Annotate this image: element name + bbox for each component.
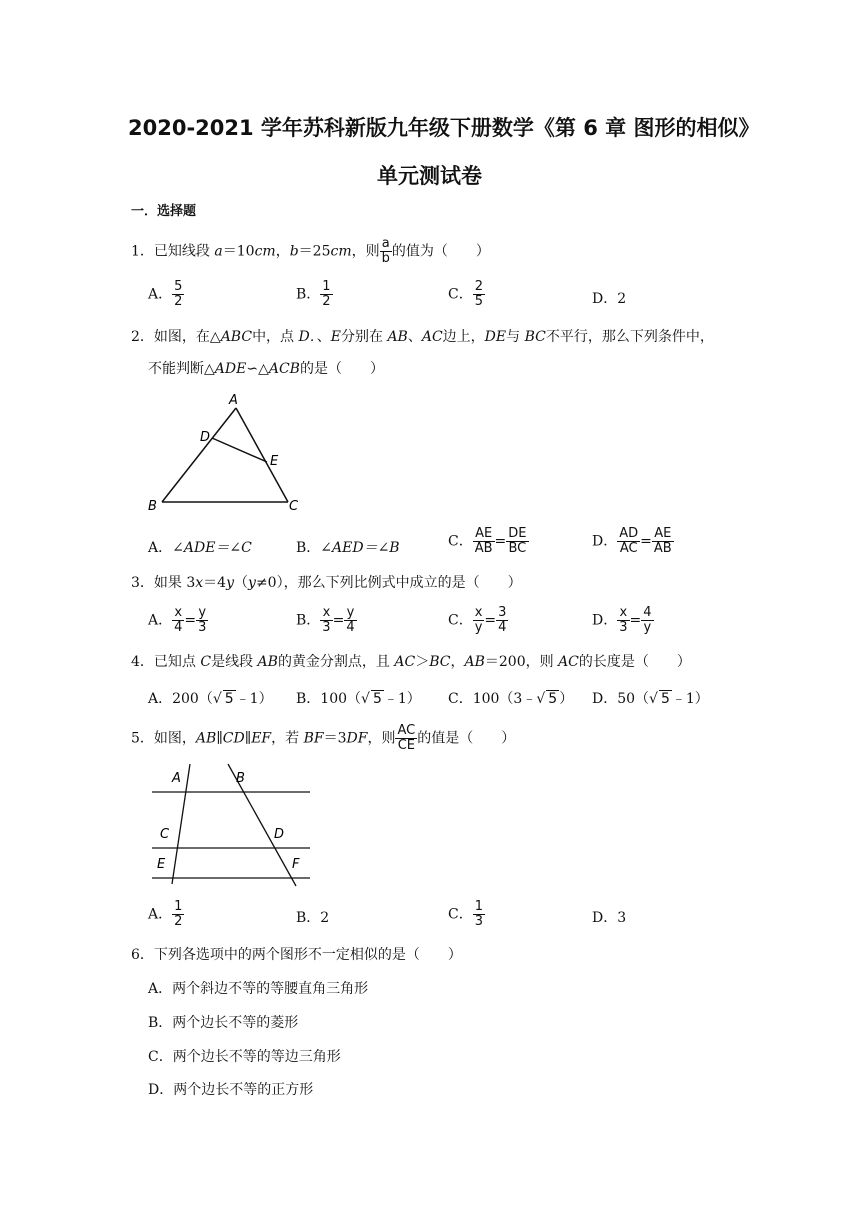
numerator: y xyxy=(196,606,208,621)
option-label: C． xyxy=(448,533,473,550)
numerator: 1 xyxy=(322,279,331,294)
fraction xyxy=(172,280,184,309)
q3-option-a xyxy=(148,606,208,635)
math-var: AB xyxy=(257,654,278,670)
q2-option-a xyxy=(148,537,252,557)
denominator: BC xyxy=(508,541,527,556)
point-label-f: F xyxy=(292,857,300,872)
q4-option-b xyxy=(296,688,421,708)
option-label: B． xyxy=(296,286,321,303)
question-1 xyxy=(131,237,490,266)
var-a: a xyxy=(214,243,223,260)
option-text: C．100（3﹣ xyxy=(448,691,537,707)
var-b: b xyxy=(289,243,299,260)
denominator: 3 xyxy=(322,620,331,635)
q5-option-c xyxy=(448,900,485,929)
q5-text: ＝3 xyxy=(323,730,347,747)
denominator: 2 xyxy=(322,294,331,309)
q1-text: ＝10 xyxy=(222,243,255,260)
equals-sign: = xyxy=(640,533,652,550)
q4-text: ＝200，则 xyxy=(484,654,559,670)
fraction xyxy=(473,527,495,556)
fraction xyxy=(652,527,674,556)
fraction xyxy=(506,527,528,556)
equals-sign: = xyxy=(332,612,345,629)
q1-text: 的值为（ ） xyxy=(391,243,490,260)
numerator: AE xyxy=(473,527,495,542)
question-5 xyxy=(131,724,515,753)
point-label-c: C xyxy=(160,827,170,842)
numerator: AC xyxy=(397,723,416,738)
math-var: BC xyxy=(524,329,546,345)
option-text: A．200（ xyxy=(148,691,213,707)
q2-text: 2．如图，在△ xyxy=(131,329,221,345)
equals-sign: = xyxy=(629,612,642,629)
var-y: y xyxy=(226,575,235,591)
denominator: 3 xyxy=(198,620,207,635)
q6-option-d: D．两个边长不等的正方形 xyxy=(148,1082,314,1098)
q4-text: 4．已知点 xyxy=(131,654,201,670)
radical-icon: √ xyxy=(361,691,370,707)
denominator: 2 xyxy=(174,914,183,929)
option-text: ∠ADE＝∠C xyxy=(172,540,252,556)
denominator: y xyxy=(474,620,483,635)
math-var: CD xyxy=(222,730,245,747)
q4-text: ， xyxy=(450,654,465,670)
q1-text: ，则 xyxy=(351,243,380,260)
q6-option-a: A．两个斜边不等的等腰直角三角形 xyxy=(148,981,369,997)
option-text: ﹣1） xyxy=(383,691,421,707)
math-var: AB xyxy=(195,730,217,747)
q5-option-d: D．3 xyxy=(592,910,627,926)
denominator: AB xyxy=(474,541,493,556)
q6-option-b: B．两个边长不等的菱形 xyxy=(148,1015,299,1031)
numerator: 5 xyxy=(174,279,183,294)
math-var: BC xyxy=(429,654,451,670)
equals-sign: = xyxy=(494,533,507,550)
fraction xyxy=(473,606,485,635)
option-label: A． xyxy=(148,906,173,923)
option-label: C． xyxy=(448,612,473,629)
q2-text: 的是（ ） xyxy=(299,361,384,377)
math-var: EF xyxy=(251,730,272,747)
page-subtitle: 单元测试卷 xyxy=(377,164,482,188)
denominator: 4 xyxy=(346,620,355,635)
q1-text: ＝25 xyxy=(298,243,331,260)
fraction xyxy=(196,606,208,635)
q2-text: 、 xyxy=(316,329,331,345)
option-label: D． xyxy=(592,612,618,629)
q4-option-a xyxy=(148,688,273,708)
q5-text: ，则 xyxy=(367,730,396,747)
math-var: E xyxy=(330,329,341,345)
numerator: 1 xyxy=(174,899,183,914)
q2-text: 、 xyxy=(407,329,422,345)
q1-option-d: D．2 xyxy=(592,291,627,307)
fraction xyxy=(380,237,392,266)
math-var: AB xyxy=(464,654,485,670)
radicand: 5 xyxy=(224,691,234,707)
point-label-c: C xyxy=(289,499,299,514)
side-ac xyxy=(236,408,288,502)
equals-sign: = xyxy=(484,612,497,629)
denominator: 5 xyxy=(474,294,483,309)
option-label: D． xyxy=(592,533,618,550)
q4-option-c xyxy=(448,688,573,708)
q3-option-b xyxy=(296,606,357,635)
point-label-d: D xyxy=(274,827,285,842)
denominator: AC xyxy=(619,541,638,556)
fraction xyxy=(172,606,184,635)
math-var: ACB xyxy=(268,361,300,377)
numerator: AE xyxy=(652,527,674,542)
denominator: AB xyxy=(653,541,672,556)
var-x: x xyxy=(195,575,204,591)
option-text: ﹣1） xyxy=(235,691,273,707)
math-var: D． xyxy=(298,329,317,345)
q1-option-b xyxy=(296,280,333,309)
parallel-symbol: ∥ xyxy=(216,730,223,747)
section-heading: 一．选择题 xyxy=(131,204,197,219)
q6-option-c: C．两个边长不等的等边三角形 xyxy=(148,1049,341,1065)
radicand: 5 xyxy=(660,691,670,707)
q4-text: 的黄金分割点，且 xyxy=(277,654,395,670)
q3-option-d xyxy=(592,606,654,635)
fraction xyxy=(641,606,653,635)
math-var: ADE xyxy=(214,361,247,377)
math-var: ABC xyxy=(220,329,253,345)
q2-option-b xyxy=(296,537,400,557)
numerator: a xyxy=(380,237,392,252)
math-var: DE xyxy=(484,329,507,345)
question-2-line-2 xyxy=(148,359,384,379)
numerator: y xyxy=(344,606,356,621)
denominator: y xyxy=(643,620,652,635)
option-text: D．50（ xyxy=(592,691,650,707)
parallel-symbol: ∥ xyxy=(244,730,252,747)
radicand: 5 xyxy=(372,691,382,707)
question-number: 1． xyxy=(131,243,154,260)
denominator: 4 xyxy=(498,620,507,635)
q4-text: 是线段 xyxy=(211,654,258,670)
q1-text: 已知线段 xyxy=(153,243,215,260)
option-text: B．100（ xyxy=(296,691,362,707)
point-label-d: D xyxy=(200,430,211,445)
question-3 xyxy=(131,573,522,593)
option-label: C． xyxy=(448,906,473,923)
denominator: CE xyxy=(397,738,415,753)
numerator: 1 xyxy=(474,899,483,914)
denominator: b xyxy=(381,251,390,266)
option-label: A． xyxy=(148,286,173,303)
math-var: BF xyxy=(303,730,324,747)
fraction xyxy=(172,900,184,929)
math-var: AC xyxy=(558,654,579,670)
question-4 xyxy=(131,652,691,672)
option-label: B． xyxy=(296,612,321,629)
denominator: 4 xyxy=(174,620,183,635)
fraction xyxy=(395,724,417,753)
q5-text: 5．如图， xyxy=(131,730,196,747)
q4-text: 的长度是（ ） xyxy=(578,654,691,670)
q2-text: 分别在 xyxy=(340,329,388,345)
q5-option-a xyxy=(148,900,184,929)
point-label-b: B xyxy=(148,499,157,514)
unit-cm: cm xyxy=(330,243,352,260)
q2-text: ∽△ xyxy=(246,361,269,377)
var-y: y xyxy=(248,575,256,591)
fraction xyxy=(344,606,356,635)
option-label: C． xyxy=(448,286,473,303)
option-label: B． xyxy=(296,540,321,556)
q2-option-c xyxy=(448,527,529,556)
unit-cm: cm xyxy=(254,243,276,260)
option-label: A． xyxy=(148,612,173,629)
option-text: ∠AED＝∠B xyxy=(320,540,400,556)
denominator: 3 xyxy=(474,914,483,929)
triangle-figure xyxy=(140,390,310,515)
question-6: 6．下列各选项中的两个图形不一定相似的是（ ） xyxy=(131,947,462,963)
page-title: 2020-2021 学年苏科新版九年级下册数学《第 6 章 图形的相似》 xyxy=(128,116,760,140)
denominator: 2 xyxy=(174,294,183,309)
radical-icon: √ xyxy=(212,691,222,707)
radical-icon: √ xyxy=(649,691,658,707)
q4-option-d xyxy=(592,688,709,708)
numerator: 3 xyxy=(498,605,507,620)
fraction xyxy=(617,527,640,556)
side-ab xyxy=(162,408,236,502)
radicand: 5 xyxy=(548,691,558,707)
numerator: 2 xyxy=(474,279,483,294)
question-2-line-1 xyxy=(131,327,714,347)
option-text: ） xyxy=(559,691,574,707)
option-text: ﹣1） xyxy=(671,691,709,707)
parallel-lines-figure xyxy=(150,760,312,888)
numerator: x xyxy=(474,605,483,620)
point-label-a: A xyxy=(172,771,181,786)
q1-option-c xyxy=(448,280,485,309)
denominator: 3 xyxy=(619,620,628,635)
q2-text: 与 xyxy=(506,329,525,345)
numerator: x xyxy=(617,606,629,621)
q3-text: 3．如果 3 xyxy=(131,575,196,591)
q2-text: 不平行，那么下列条件中， xyxy=(545,329,714,345)
radical-icon: √ xyxy=(536,691,546,707)
math-var: AC xyxy=(421,329,443,345)
point-label-e: E xyxy=(270,454,279,469)
fraction xyxy=(496,606,508,635)
option-label: A． xyxy=(148,540,173,556)
point-label-e: E xyxy=(157,857,166,872)
fraction xyxy=(473,900,485,929)
point-label-a: A xyxy=(229,393,238,408)
point-label-b: B xyxy=(236,771,245,786)
equals-sign: = xyxy=(184,612,197,629)
q2-option-d xyxy=(592,527,674,556)
math-var: DF xyxy=(346,730,368,747)
q4-text: ＞ xyxy=(415,654,430,670)
q5-option-b: B．2 xyxy=(296,910,330,926)
q5-text: 的值是（ ） xyxy=(417,730,516,747)
numerator: DE xyxy=(508,526,527,541)
math-var: AB xyxy=(387,329,408,345)
fraction xyxy=(473,280,485,309)
q1-option-a xyxy=(148,280,184,309)
fraction xyxy=(617,606,629,635)
fraction xyxy=(320,280,332,309)
math-var: C xyxy=(200,654,212,670)
q3-text: ≠0），那么下列比例式中成立的是（ ） xyxy=(255,575,522,591)
q2-text: 边上， xyxy=(442,329,485,345)
numerator: x xyxy=(172,606,184,621)
q1-text: ， xyxy=(275,243,290,260)
numerator: AD xyxy=(619,526,639,541)
q3-text: ＝4 xyxy=(203,575,227,591)
q2-text: 不能判断△ xyxy=(148,361,215,377)
q3-option-c xyxy=(448,606,508,635)
q3-text: （ xyxy=(234,575,249,591)
numerator: x xyxy=(320,606,332,621)
q5-text: ，若 xyxy=(271,730,304,747)
q2-text: 中，点 xyxy=(252,329,299,345)
numerator: 4 xyxy=(643,605,652,620)
math-var: AC xyxy=(394,654,416,670)
fraction xyxy=(320,606,332,635)
